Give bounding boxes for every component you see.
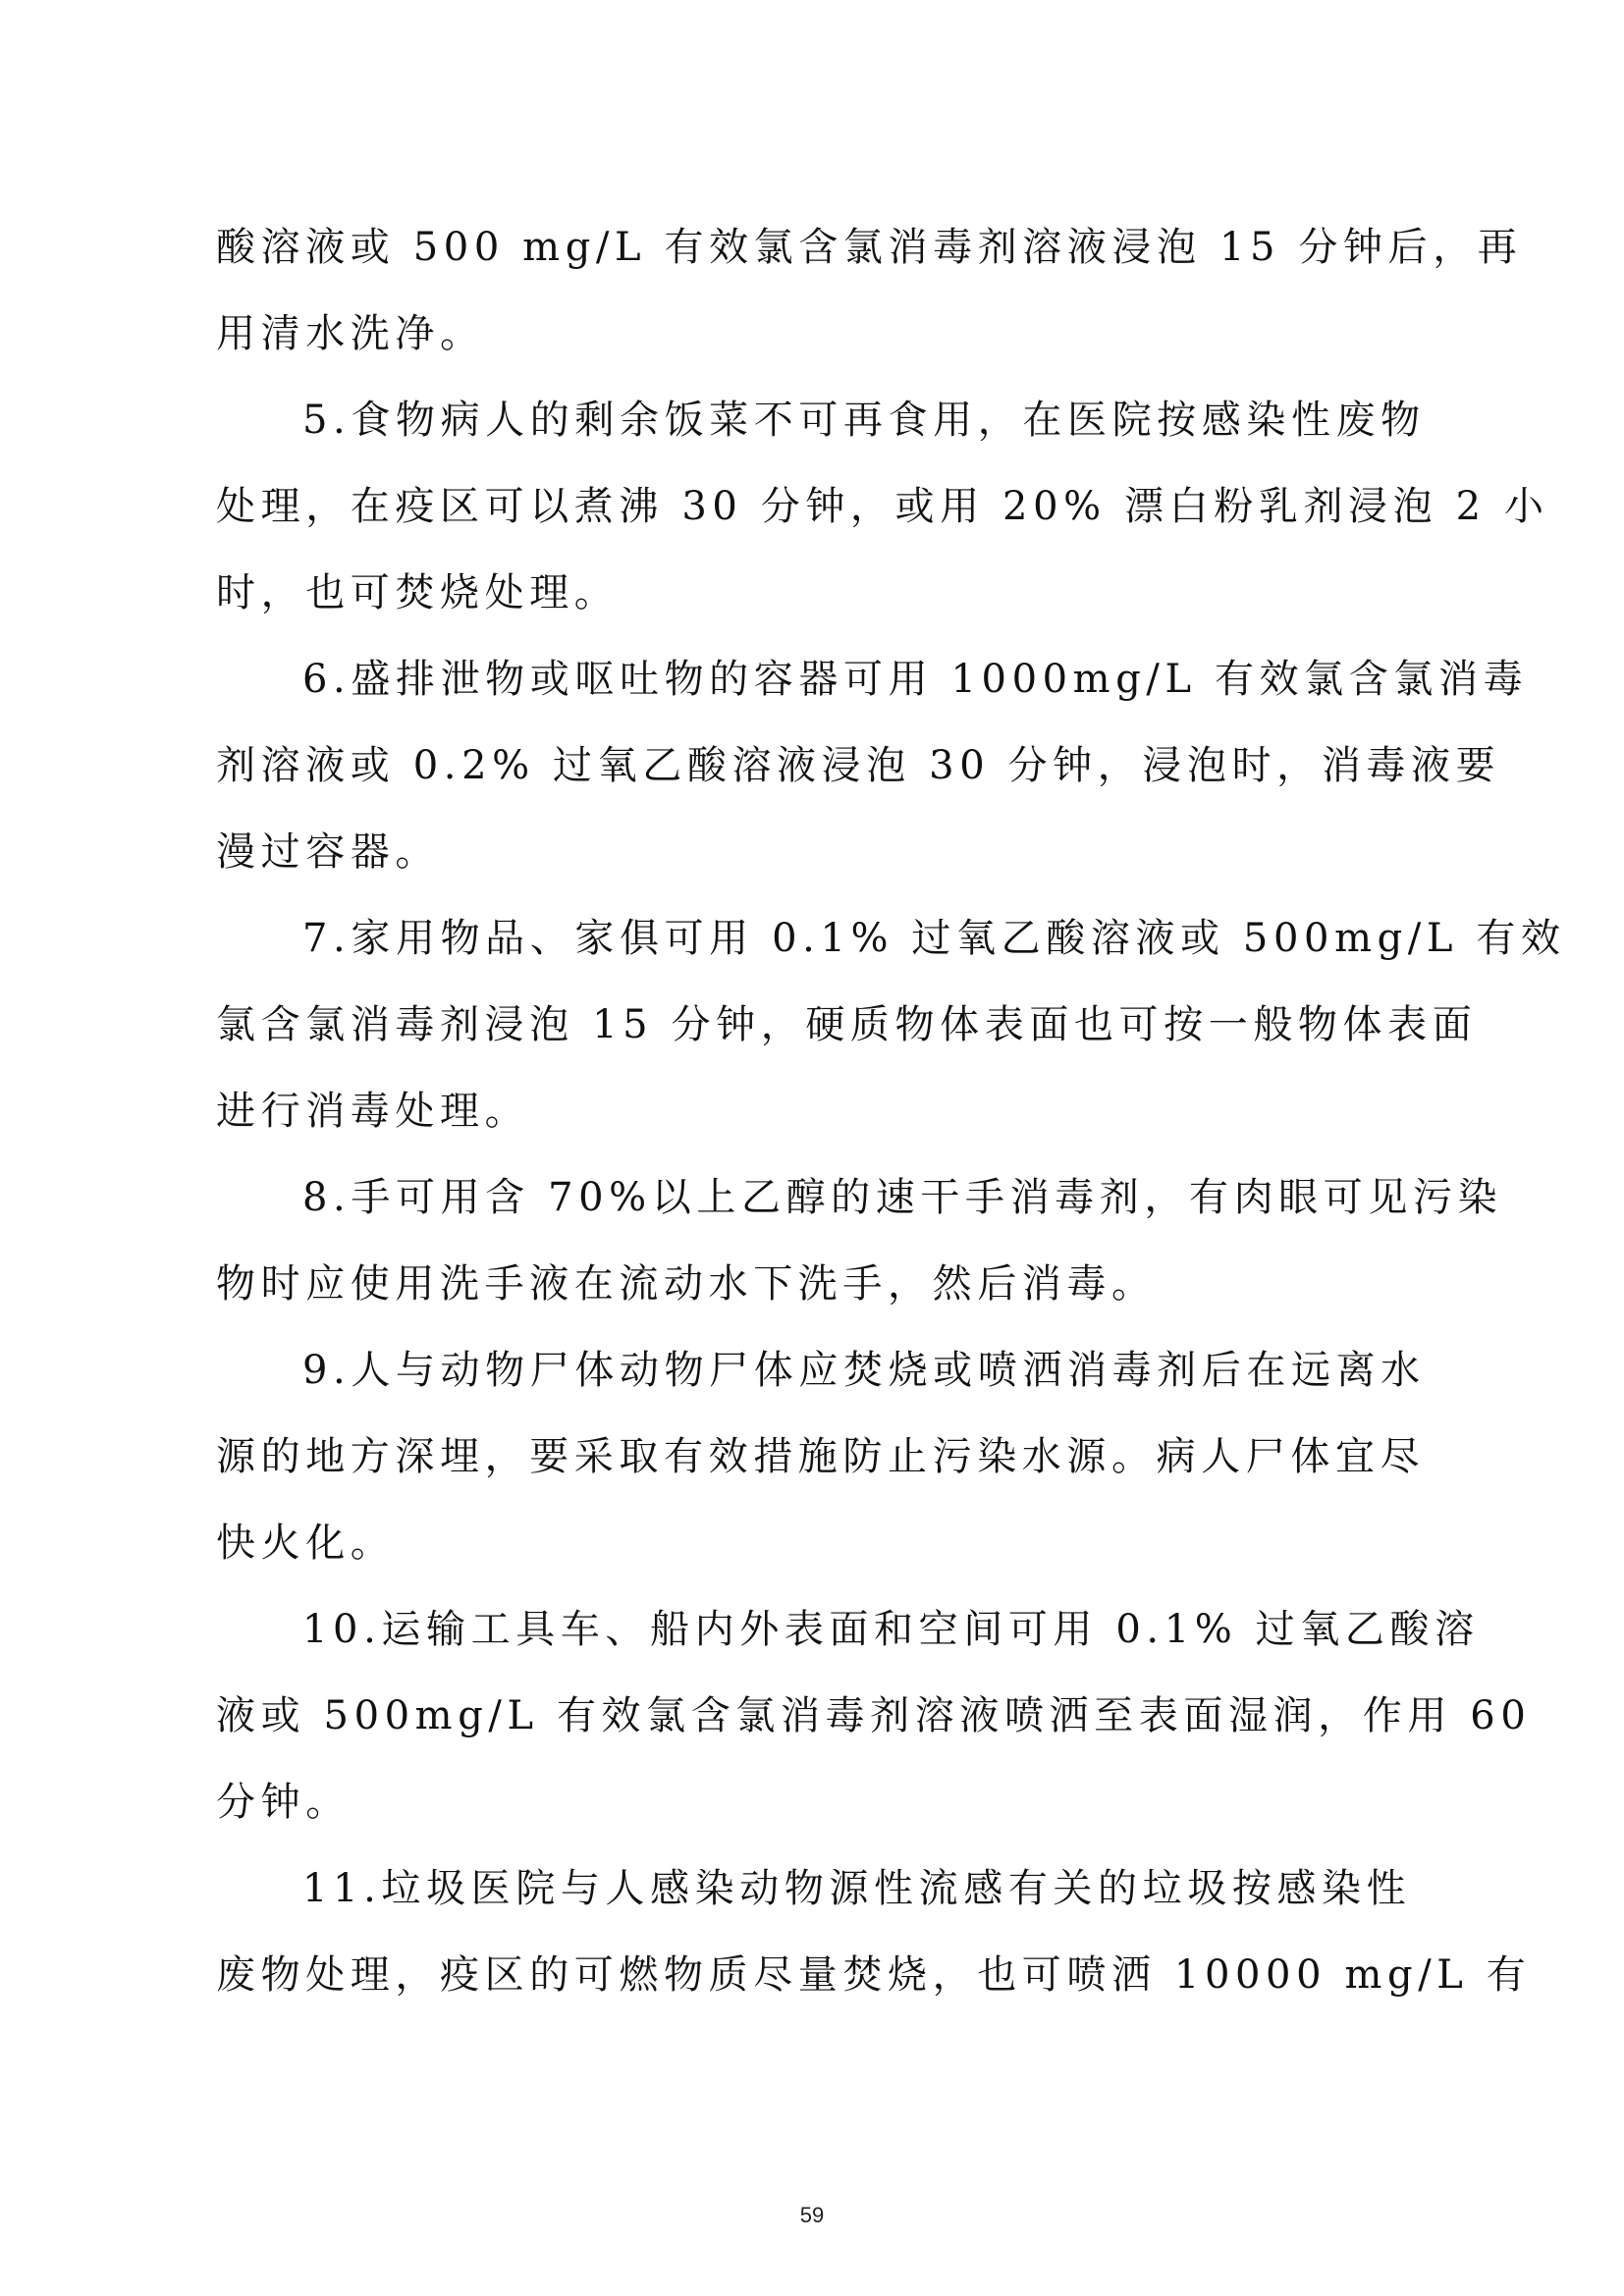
paragraph-item-7: 7.家用物品、家俱可用 0.1% 过氧乙酸溶液或 500mg/L 有效	[302, 916, 1566, 961]
paragraph-item-10: 10.运输工具车、船内外表面和空间可用 0.1% 过氧乙酸溶	[302, 1607, 1480, 1652]
text-line: 源的地方深埋，要采取有效措施防止污染水源。病人尸体宜尽	[216, 1434, 1426, 1479]
paragraph-item-11: 11.垃圾医院与人感染动物源性流感有关的垃圾按感染性	[302, 1866, 1412, 1911]
text-line: 酸溶液或 500 mg/L 有效氯含氯消毒剂溶液浸泡 15 分钟后，再	[216, 225, 1523, 270]
text-line: 处理，在疫区可以煮沸 30 分钟，或用 20% 漂白粉乳剂浸泡 2 小	[216, 484, 1549, 529]
text-line: 液或 500mg/L 有效氯含氯消毒剂溶液喷洒至表面湿润，作用 60	[216, 1693, 1532, 1738]
page-number: 59	[799, 2203, 825, 2227]
text-line: 用清水洗净。	[216, 311, 485, 356]
text-line: 氯含氯消毒剂浸泡 15 分钟，硬质物体表面也可按一般物体表面	[216, 1002, 1478, 1047]
text-line: 时，也可焚烧处理。	[216, 570, 620, 615]
paragraph-item-9: 9.人与动物尸体动物尸体应焚烧或喷洒消毒剂后在远离水	[302, 1348, 1426, 1393]
text-line: 分钟。	[216, 1780, 351, 1825]
text-line: 漫过容器。	[216, 829, 440, 875]
paragraph-item-8: 8.手可用含 70%以上乙醇的速干手消毒剂，有肉眼可见污染	[302, 1175, 1503, 1220]
text-line: 进行消毒处理。	[216, 1089, 530, 1134]
text-line: 废物处理，疫区的可燃物质尽量焚烧，也可喷洒 10000 mg/L 有	[216, 1952, 1532, 1998]
text-line: 物时应使用洗手液在流动水下洗手，然后消毒。	[216, 1261, 1157, 1307]
text-line: 剂溶液或 0.2% 过氧乙酸溶液浸泡 30 分钟，浸泡时，消毒液要	[216, 743, 1501, 788]
text-line: 快火化。	[216, 1521, 396, 1566]
paragraph-item-6: 6.盛排泄物或呕吐物的容器可用 1000mg/L 有效氯含氯消毒	[302, 657, 1529, 702]
paragraph-item-5: 5.食物病人的剩余饭菜不可再食用，在医院按感染性废物	[302, 398, 1426, 443]
